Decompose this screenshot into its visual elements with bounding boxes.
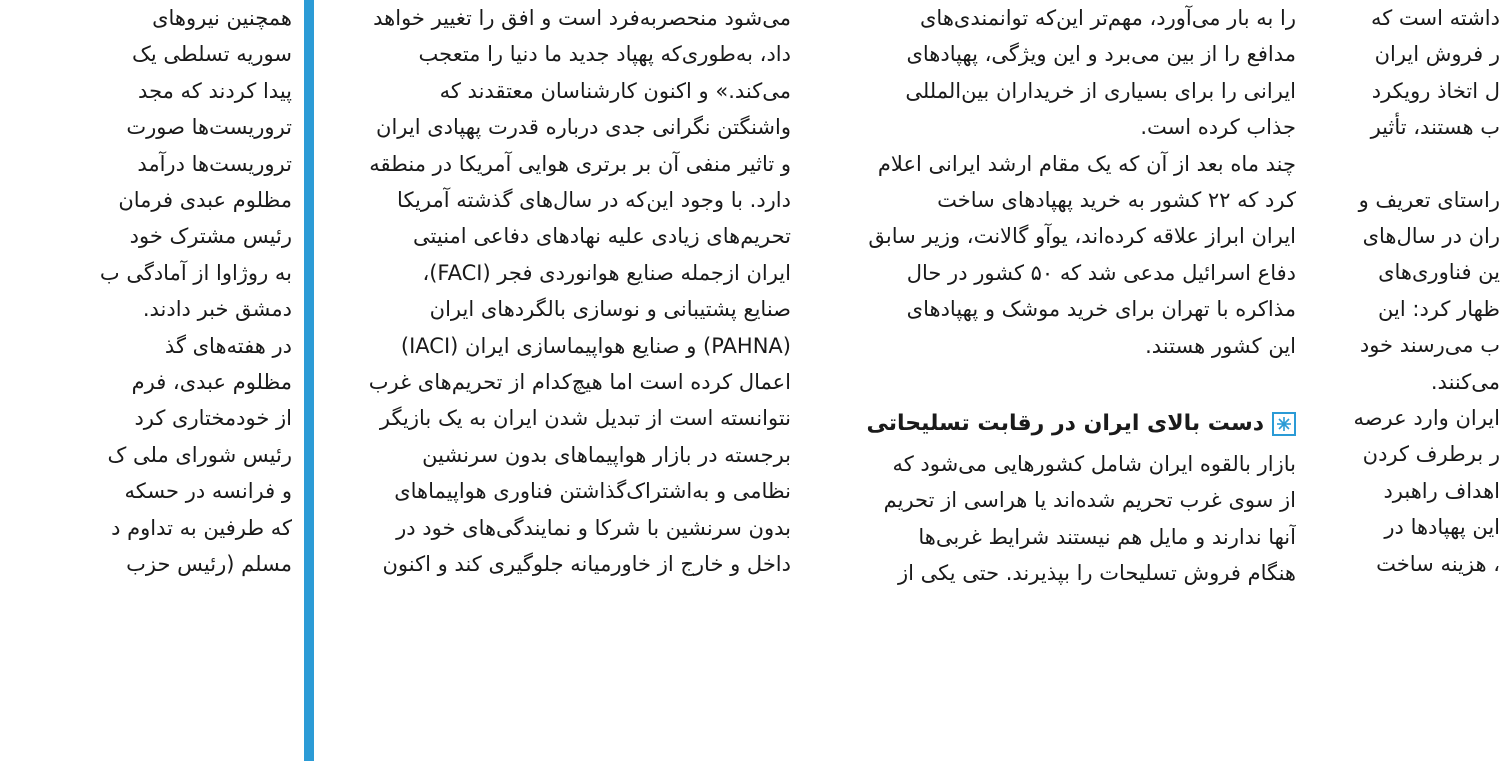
paragraph	[846, 446, 1296, 592]
text-line: ر فروش ایران	[1374, 42, 1500, 67]
text-line: ایرانی را برای بسیاری از خریداران بین‌المللی	[905, 78, 1296, 103]
article-column-middle-right	[846, 0, 1296, 761]
text-line: از خودمختاری کرد	[134, 406, 292, 431]
text-line: مذاکره با تهران برای خرید موشک و پهپادهای	[906, 297, 1296, 322]
text-line: اهداف راهبرد	[1383, 478, 1500, 503]
article-column-right	[1340, 0, 1500, 761]
text-line: به روژاوا از آمادگی ب	[99, 260, 292, 285]
text-line: و تاثیر منفی آن بر برتری هوایی آمریکا در منطقه	[369, 151, 791, 176]
text-line: دارد. با وجود این‌که در سال‌های گذشته آمریکا	[397, 188, 791, 213]
text-line: می‌شود منحصربه‌فرد است و افق را تغییر خواهد	[373, 6, 791, 30]
column-text-block	[0, 0, 292, 583]
accent-divider	[304, 0, 314, 761]
text-line: پیدا کردند که مجد	[138, 78, 292, 103]
text-line: که طرفین به تداوم د	[111, 515, 292, 540]
article-column-middle-left	[345, 0, 791, 761]
paragraph	[846, 146, 1296, 364]
text-line: مظلوم عبدی، فرم	[131, 370, 292, 395]
paragraph	[1340, 0, 1500, 146]
paragraph	[846, 0, 1296, 146]
paragraph	[1340, 400, 1500, 582]
text-line: (PAHNA) و صنایع هواپیماسازی ایران (IACI)	[400, 333, 791, 358]
text-line: ، هزینه ساخت	[1376, 551, 1500, 576]
text-line: ب هستند، تأثیر	[1370, 115, 1500, 140]
text-line: برجسته در بازار هواپیماهای بدون سرنشین	[422, 442, 791, 467]
text-line: ل اتخاذ رویکرد	[1371, 78, 1500, 103]
text-line: داشته است که	[1370, 6, 1500, 30]
text-line: نظامی و به‌اشتراک‌گذاشتن فناوری هواپیماهای	[394, 479, 791, 504]
text-line: نتوانسته است از تبدیل شدن ایران به یک بازیگر	[379, 406, 791, 431]
text-line: دفاع اسرائیل مدعی شد که ۵۰ کشور در حال	[906, 260, 1296, 285]
text-line: سوریه تسلطی یک	[132, 42, 292, 67]
text-line: ایران ابراز علاقه کرده‌اند، یوآو گالانت، وزیر سابق	[868, 224, 1296, 249]
section-bullet-icon	[1272, 412, 1296, 436]
text-line: تروریست‌ها درآمد	[137, 151, 292, 176]
text-line: کرد که ۲۲ کشور به خرید پهپادهای ساخت	[937, 188, 1296, 213]
text-line: این پهپادها در	[1384, 515, 1500, 540]
paragraph	[1340, 182, 1500, 400]
text-line: بدون سرنشین با شرکا و نمایندگی‌های خود در	[396, 515, 791, 540]
text-line: ر برطرف کردن	[1362, 442, 1500, 467]
text-line: مسلم (رئیس حزب	[126, 552, 292, 577]
text-line: رئیس مشترک خود	[129, 224, 292, 249]
text-line: صنایع پشتیبانی و نوسازی بالگردهای ایران	[429, 297, 791, 322]
text-line: ران در سال‌های	[1362, 224, 1500, 249]
text-line: راستای تعریف و	[1358, 187, 1500, 212]
text-line: مدافع را از بین می‌برد و این ویژگی، پهپادهای	[906, 42, 1296, 67]
text-line: ایران ازجمله صنایع هوانوردی فجر (FACI)،	[422, 260, 791, 285]
text-line: آنها ندارند و مایل هم نیستند شرایط غربی‌ها	[918, 524, 1296, 549]
text-line: ب می‌رسند خود	[1359, 333, 1500, 358]
text-line: دمشق خبر دادند.	[142, 297, 292, 322]
text-line: بازار بالقوه ایران شامل کشورهایی می‌شود که	[892, 452, 1296, 477]
text-line: می‌کنند.	[1430, 369, 1500, 394]
text-line: از سوی غرب تحریم شده‌اند یا هراسی از تحریم	[883, 488, 1296, 513]
text-line: همچنین نیروهای	[152, 6, 292, 30]
section-heading	[846, 406, 1296, 442]
text-line: اعمال کرده است اما هیچ‌کدام از تحریم‌های غرب	[368, 370, 791, 395]
text-line: چند ماه بعد از آن که یک مقام ارشد ایرانی اعلام	[877, 151, 1296, 176]
text-line: تروریست‌ها صورت	[126, 115, 292, 140]
text-line: و فرانسه در حسکه	[124, 479, 292, 504]
text-line: ایران وارد عرصه	[1353, 406, 1500, 431]
text-line: در هفته‌های گذ	[164, 333, 292, 358]
text-line: ظهار کرد: این	[1378, 296, 1500, 321]
text-line: رئیس شورای ملی ک	[107, 442, 292, 467]
text-line: می‌کند.» و اکنون کارشناسان معتقدند که	[439, 78, 791, 103]
column-text-block	[345, 0, 791, 583]
text-line: ین فناوری‌های	[1378, 260, 1500, 285]
text-line: این کشور هستند.	[1145, 333, 1296, 358]
article-column-left	[0, 0, 292, 761]
text-line: مظلوم عبدی فرمان	[118, 188, 292, 213]
section-heading-text: دست بالای ایران در رقابت تسلیحاتی	[866, 411, 1264, 437]
text-line: هنگام فروش تسلیحات را بپذیرند. حتی یکی از	[897, 561, 1296, 586]
text-line: واشنگتن نگرانی جدی درباره قدرت پهپادی ایران	[376, 115, 791, 140]
text-line: را به بار می‌آورد، مهم‌تر این‌که توانمندی‌های	[920, 6, 1296, 30]
text-line: جذاب کرده است.	[1140, 115, 1296, 140]
text-line: داد، به‌طوری‌که پهپاد جدید ما دنیا را متعجب	[418, 42, 791, 67]
text-line: داخل و خارج از خاورمیانه جلوگیری کند و اکنون	[382, 552, 791, 577]
text-line: تحریم‌های زیادی علیه نهادهای دفاعی امنیتی	[413, 224, 791, 249]
